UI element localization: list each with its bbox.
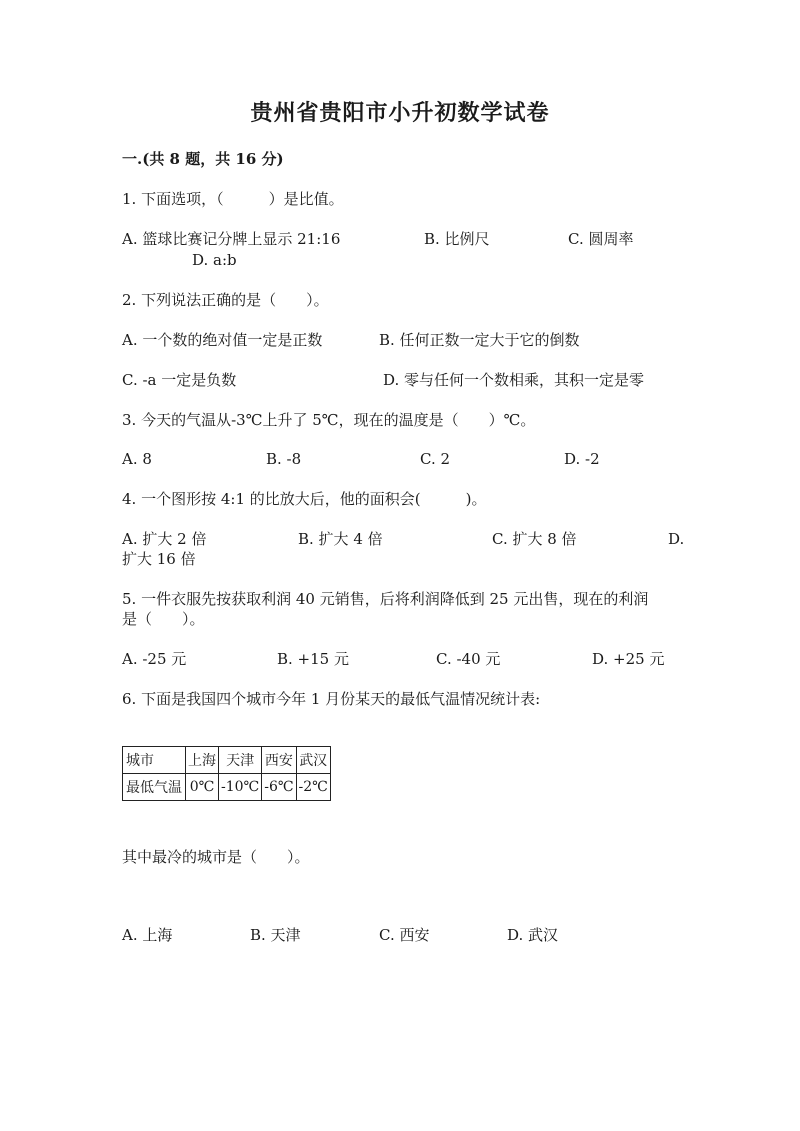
table-cell: -2℃: [296, 774, 330, 801]
question-3-option-a: A. 8: [122, 450, 152, 468]
question-1-option-b: B. 比例尺: [424, 230, 490, 248]
table-cell: 城市: [123, 747, 186, 774]
question-3-option-c: C. 2: [420, 450, 451, 468]
question-1-stem: 1. 下面选项，（ ）是比值。: [122, 190, 344, 208]
question-5-option-a: A. -25 元: [122, 650, 187, 668]
question-3-option-d: D. -2: [564, 450, 600, 468]
temperature-table: [122, 746, 331, 801]
table-cell: -6℃: [262, 774, 296, 801]
question-5-option-b: B. +15 元: [277, 650, 349, 668]
question-4-option-d-label: D.: [668, 530, 685, 548]
question-5-stem-line-1: 5. 一件衣服先按获取利润 40 元销售，后将利润降低到 25 元出售，现在的利润: [122, 590, 649, 608]
table-row: [123, 747, 331, 774]
question-2-stem: 2. 下列说法正确的是（ ）。: [122, 291, 329, 309]
table-cell: 最低气温: [123, 774, 186, 801]
question-5-stem-line-2: 是（ ）。: [122, 610, 205, 628]
question-6-option-a: A. 上海: [122, 926, 173, 944]
question-4-option-a: A. 扩大 2 倍: [122, 530, 207, 548]
table-cell: 0℃: [186, 774, 219, 801]
question-4-option-c: C. 扩大 8 倍: [492, 530, 577, 548]
question-4-option-d-text: 扩大 16 倍: [122, 550, 196, 568]
question-6-option-c: C. 西安: [379, 926, 430, 944]
question-4-stem: 4. 一个图形按 4:1 的比放大后，他的面积会( )。: [122, 490, 487, 508]
table-cell: 上海: [186, 747, 219, 774]
question-1-option-a: A. 篮球比赛记分牌上显示 21:16: [122, 230, 341, 248]
question-6-followup: 其中最冷的城市是（ ）。: [122, 848, 310, 866]
question-1-option-d: D. a:b: [192, 251, 237, 269]
question-6-stem: 6. 下面是我国四个城市今年 1 月份某天的最低气温情况统计表:: [122, 690, 541, 708]
question-2-option-c: C. -a 一定是负数: [122, 371, 237, 389]
question-3-option-b: B. -8: [266, 450, 302, 468]
question-5-option-c: C. -40 元: [436, 650, 501, 668]
table-cell: -10℃: [219, 774, 262, 801]
table-row: [123, 774, 331, 801]
question-1-option-c: C. 圆周率: [568, 230, 634, 248]
table-cell: 西安: [262, 747, 296, 774]
question-2-option-b: B. 任何正数一定大于它的倒数: [379, 331, 580, 349]
page-title: 贵州省贵阳市小升初数学试卷: [250, 100, 550, 126]
table-cell: 天津: [219, 747, 262, 774]
question-4-option-b: B. 扩大 4 倍: [298, 530, 383, 548]
question-6-option-d: D. 武汉: [507, 926, 559, 944]
section-heading: 一.(共 8 题，共 16 分): [122, 150, 284, 168]
question-5-option-d: D. +25 元: [592, 650, 665, 668]
question-3-stem: 3. 今天的气温从-3℃上升了 5℃，现在的温度是（ ）℃。: [122, 411, 536, 429]
question-2-option-a: A. 一个数的绝对值一定是正数: [122, 331, 323, 349]
table-cell: 武汉: [296, 747, 330, 774]
question-6-option-b: B. 天津: [250, 926, 301, 944]
question-2-option-d: D. 零与任何一个数相乘，其积一定是零: [383, 371, 645, 389]
